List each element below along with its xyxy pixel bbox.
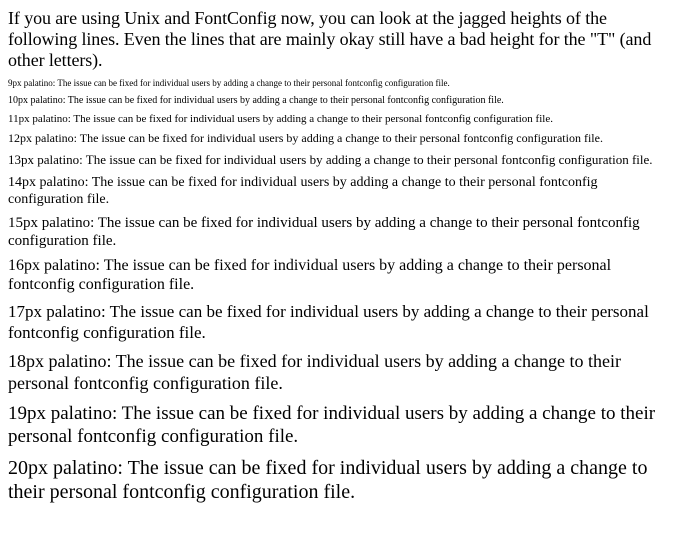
sample-line-16px: 16px palatino: The issue can be fixed for individual users by adding a change to their personal fontconfig configuration file.	[8, 257, 612, 293]
sample-line-10px: 10px palatino: The issue can be fixed for individual users by adding a change to their personal fontconfig configuration file.	[8, 95, 504, 106]
sample-line-18px: 18px palatino: The issue can be fixed for individual users by adding a change to their personal fontconfig configuration file.	[8, 351, 622, 393]
sample-line-11px: 11px palatino: The issue can be fixed for individual users by adding a change to their personal fontconfig configuration file.	[8, 113, 553, 125]
sample-line-13px: 13px palatino: The issue can be fixed for individual users by adding a change to their personal fontconfig configuration file.	[8, 152, 653, 167]
sample-line-9px: 9px palatino: The issue can be fixed for individual users by adding a change to their personal fontconfig configuration file.	[8, 78, 450, 88]
sample-line-20px: 20px palatino: The issue can be fixed for individual users by adding a change to their personal fontconfig configuration file.	[8, 457, 648, 503]
sample-line-17px: 17px palatino: The issue can be fixed for individual users by adding a change to their personal fontconfig configuration file.	[8, 302, 649, 342]
sample-line-14px: 14px palatino: The issue can be fixed for individual users by adding a change to their personal fontconfig configuration file.	[8, 175, 598, 207]
sample-line-12px: 12px palatino: The issue can be fixed for individual users by adding a change to their personal fontconfig configuration file.	[8, 131, 603, 145]
sample-line-19px: 19px palatino: The issue can be fixed for individual users by adding a change to their personal fontconfig configuration file.	[8, 403, 656, 447]
sample-line-15px: 15px palatino: The issue can be fixed for individual users by adding a change to their personal fontconfig configuration file.	[8, 215, 640, 249]
intro-paragraph: If you are using Unix and FontConfig now, you can look at the jagged heights of the following lines. Even the lines that are mainly okay still have a bad height for the "T" (and other letters).	[8, 8, 652, 70]
